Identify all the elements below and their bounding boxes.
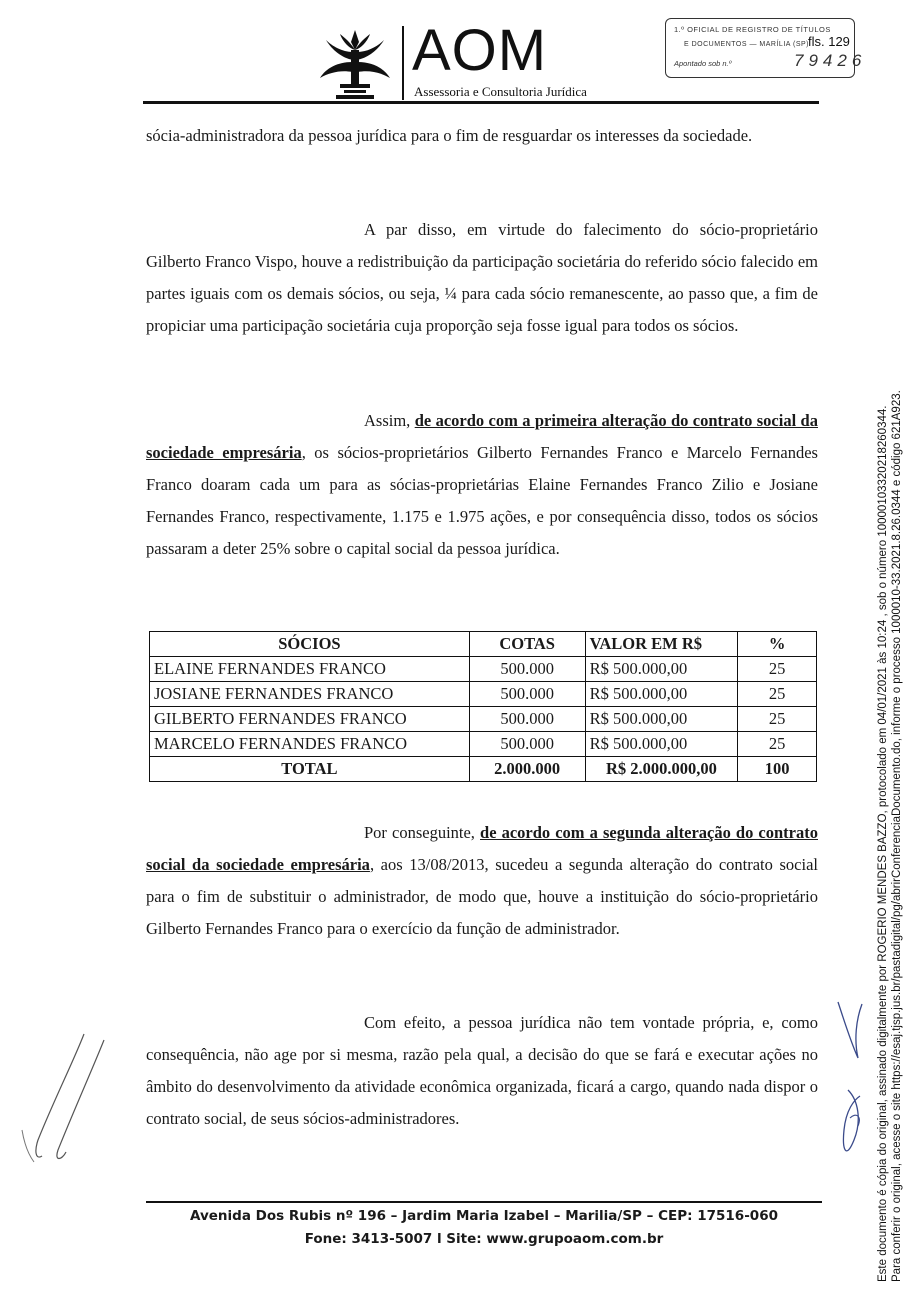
table-header: VALOR EM R$ (585, 632, 738, 657)
table-header-row (150, 632, 817, 657)
table-header: SÓCIOS (150, 632, 470, 657)
table-cell: 500.000 (469, 707, 585, 732)
stamp-line1: 1.º OFICIAL DE REGISTRO DE TÍTULOS (674, 25, 831, 34)
table-cell: ELAINE FERNANDES FRANCO (150, 657, 470, 682)
paragraph-4-emphasis: de acordo com a segunda alteração do contrato social da sociedade empresária (146, 823, 818, 874)
signature-mark-left (14, 1030, 110, 1170)
table-cell: 25 (738, 657, 817, 682)
page-reference: fls. 129 (808, 34, 850, 49)
paragraph-1-text: sócia-administradora da pessoa jurídica para o fim de resguardar os interesses da sociedade. (146, 126, 753, 145)
paragraph-5 (146, 1007, 818, 1135)
table-cell: 500.000 (469, 657, 585, 682)
table-cell: MARCELO FERNANDES FRANCO (150, 732, 470, 757)
table-total-row (150, 757, 817, 782)
paragraph-3-emphasis: de acordo com a primeira alteração do contrato social da sociedade empresária (146, 411, 818, 462)
table-header: % (738, 632, 817, 657)
table-cell: R$ 500.000,00 (585, 707, 738, 732)
table-row (150, 657, 817, 682)
footer-contact: Fone: 3413-5007 l Site: www.grupoaom.com.br (304, 1231, 664, 1247)
paragraph-2 (146, 214, 818, 342)
stamp-number: 79426 (794, 51, 867, 70)
table-header: COTAS (469, 632, 585, 657)
logo-divider (402, 26, 404, 100)
table-cell: 100 (738, 757, 817, 782)
footer-address: Avenida Dos Rubis nº 196 – Jardim Maria Izabel – Marilia/SP – CEP: 17516-060 (190, 1208, 778, 1224)
paragraph-3-start: Assim, (364, 411, 415, 430)
table-cell: TOTAL (150, 757, 470, 782)
table-cell: GILBERTO FERNANDES FRANCO (150, 707, 470, 732)
logo-subtitle: Assessoria e Consultoria Jurídica (414, 84, 587, 99)
aom-logo-icon (318, 28, 392, 102)
logo-title: AOM (412, 18, 548, 83)
signature-mark-right (828, 1000, 878, 1180)
table-cell: 25 (738, 682, 817, 707)
paragraph-4-end: , aos 13/08/2013, sucedeu a segunda alteração do contrato social para o fim de substituir o administrador, de modo que, houve a instituição do sócio-proprietário Gilberto Fernandes Franco para o exercício da função de administrador. (146, 855, 818, 938)
table-cell: 25 (738, 732, 817, 757)
paragraph-2-text: A par disso, em virtude do falecimento do sócio-proprietário Gilberto Franco Vispo, houve a redistribuição da participação societária do referido sócio falecido em partes iguais com os demais sócios, ou seja, ¼ para cada sócio remanescente, ao passo que, a fim de propiciar uma participação societária cuja proporção seja fosse igual para todos os sócios. (146, 220, 818, 335)
table-row (150, 682, 817, 707)
paragraph-4 (146, 817, 818, 945)
paragraph-3 (146, 405, 818, 565)
paragraph-1 (146, 120, 818, 152)
header-rule (143, 101, 819, 104)
table-cell: 500.000 (469, 682, 585, 707)
table-cell: R$ 500.000,00 (585, 682, 738, 707)
table-row (150, 707, 817, 732)
table-cell: 2.000.000 (469, 757, 585, 782)
stamp-line2: E DOCUMENTOS — MARÍLIA (SP) (684, 41, 809, 48)
shareholders-table (149, 631, 817, 782)
footer-rule (146, 1201, 822, 1203)
paragraph-4-start: Por conseguinte, (364, 823, 481, 842)
side-note-line2: Para conferir o original, acesse o site https://esaj.tjsp.jus.br/pastadigital/pg/abrirConferenciaDocumento.do, informe o processo 1000010-33.2021.8.26.0344 e código 621A923. (891, 390, 903, 1282)
table-cell: R$ 2.000.000,00 (585, 757, 738, 782)
side-note-line1: Este documento é cópia do original, assinado digitalmente por ROGERIO MENDES BAZZO, protocolado em 04/01/2021 às 10:24 , sob o número 10000103320218260344. (877, 405, 889, 1282)
table-row (150, 732, 817, 757)
table-cell: 25 (738, 707, 817, 732)
table-cell: R$ 500.000,00 (585, 732, 738, 757)
table-cell: JOSIANE FERNANDES FRANCO (150, 682, 470, 707)
stamp-line3: Apontado sob n.º (674, 59, 732, 68)
table-cell: R$ 500.000,00 (585, 657, 738, 682)
digital-signature-note (876, 390, 904, 1282)
paragraph-3-end: , os sócios-proprietários Gilberto Fernandes Franco e Marcelo Fernandes Franco doaram cada um para as sócias-proprietárias Elaine Fernandes Franco Zilio e Josiane Fernandes Franco, respectivamente, 1.175 e 1.975 ações, e por consequência disso, todos os sócios passaram a deter 25% sobre o capital social da pessoa jurídica. (146, 443, 818, 558)
paragraph-5-text: Com efeito, a pessoa jurídica não tem vontade própria, e, como consequência, não age por si mesma, razão pela qual, a decisão do que se fará e executar ações no âmbito do desenvolvimento da atividade econômica organizada, ficará a cargo, quando nada dispor o contrato social, de seus sócios-administradores. (146, 1013, 818, 1128)
table-cell: 500.000 (469, 732, 585, 757)
